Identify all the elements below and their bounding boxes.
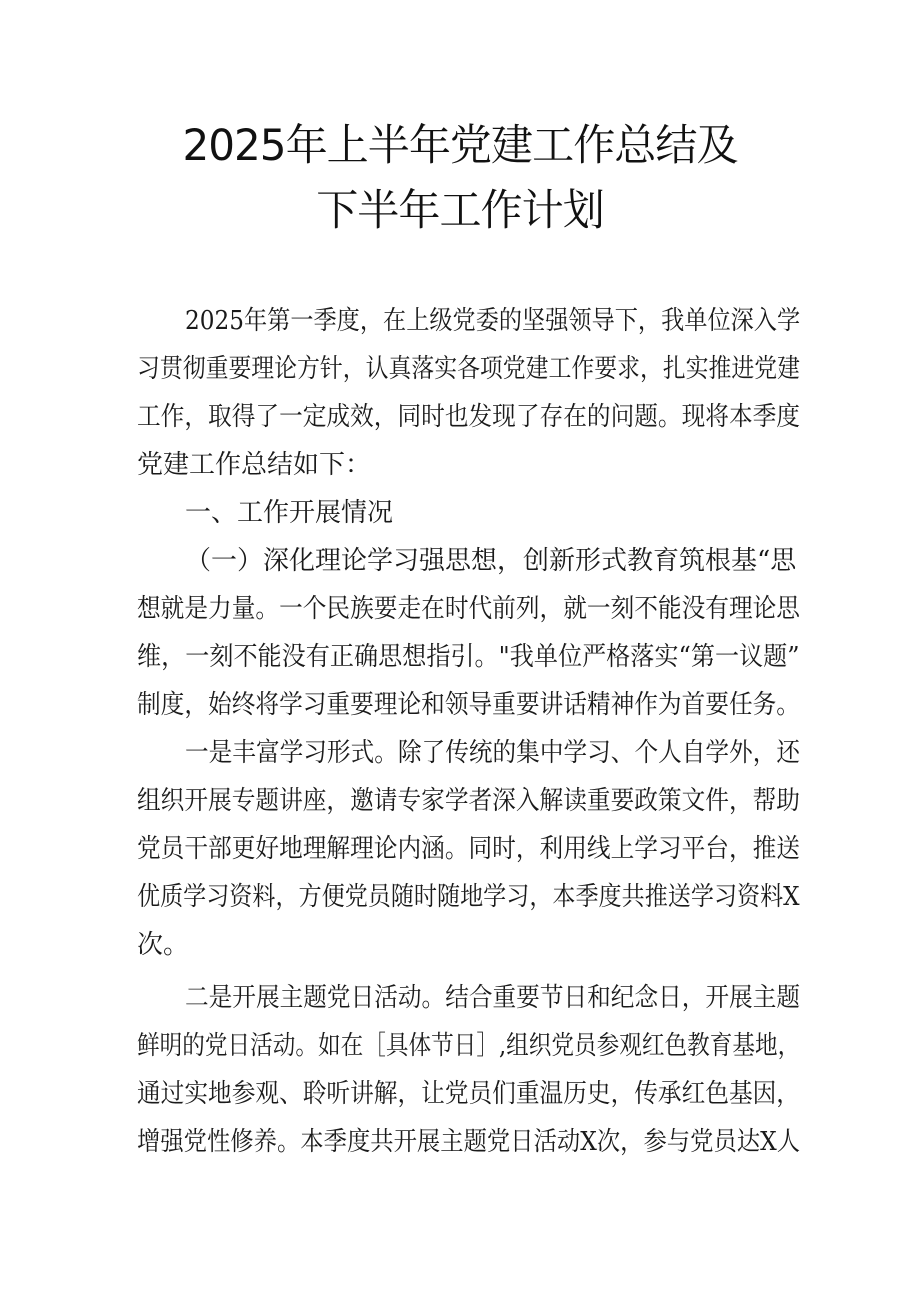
body-line: 增强党性修养。本季度共开展主题党日活动X次，参与党员达X人 [137, 1127, 801, 1157]
section-heading: 一、工作开展情况 [185, 498, 394, 528]
body-line: 2025年第一季度，在上级党委的坚强领导下，我单位深入学 [185, 306, 801, 336]
body-line: 组织开展专题讲座，邀请专家学者深入解读重要政策文件，帮助 [137, 786, 801, 816]
body-line: 工作，取得了一定成效，同时也发现了存在的问题。现将本季度 [137, 402, 801, 432]
body-line: 党员干部更好地理解理论内涵。同时，利用线上学习平台，推送 [137, 834, 801, 864]
document-title-line-1: 2025年上半年党建工作总结及 [182, 121, 738, 171]
document-title-line-2: 下半年工作计划 [316, 186, 604, 236]
body-line: 一是丰富学习形式。除了传统的集中学习、个人自学外，还 [185, 738, 801, 768]
body-line: 通过实地参观、聆听讲解，让党员们重温历史，传承红色基因， [137, 1079, 801, 1109]
body-line: 鲜明的党日活动。如在［具体节日］,组织党员参观红色教育基地， [137, 1031, 801, 1061]
body-line: 二是开展主题党日活动。结合重要节日和纪念日，开展主题 [185, 983, 801, 1013]
body-line: 想就是力量。一个民族要走在时代前列，就一刻不能没有理论思 [137, 594, 801, 624]
body-line: 习贯彻重要理论方针，认真落实各项党建工作要求，扎实推进党建 [137, 354, 801, 384]
body-line: 党建工作总结如下： [137, 450, 372, 480]
subsection-heading: （一）深化理论学习强思想，创新形式教育筑根基“思 [185, 546, 797, 576]
body-line: 维，一刻不能没有正确思想指引。"我单位严格落实“第一议题” [137, 642, 800, 672]
body-line: 制度，始终将学习重要理论和领导重要讲话精神作为首要任务。 [137, 690, 801, 720]
body-line: 次。 [137, 930, 190, 960]
body-line: 优质学习资料，方便党员随时随地学习，本季度共推送学习资料X [137, 882, 800, 912]
